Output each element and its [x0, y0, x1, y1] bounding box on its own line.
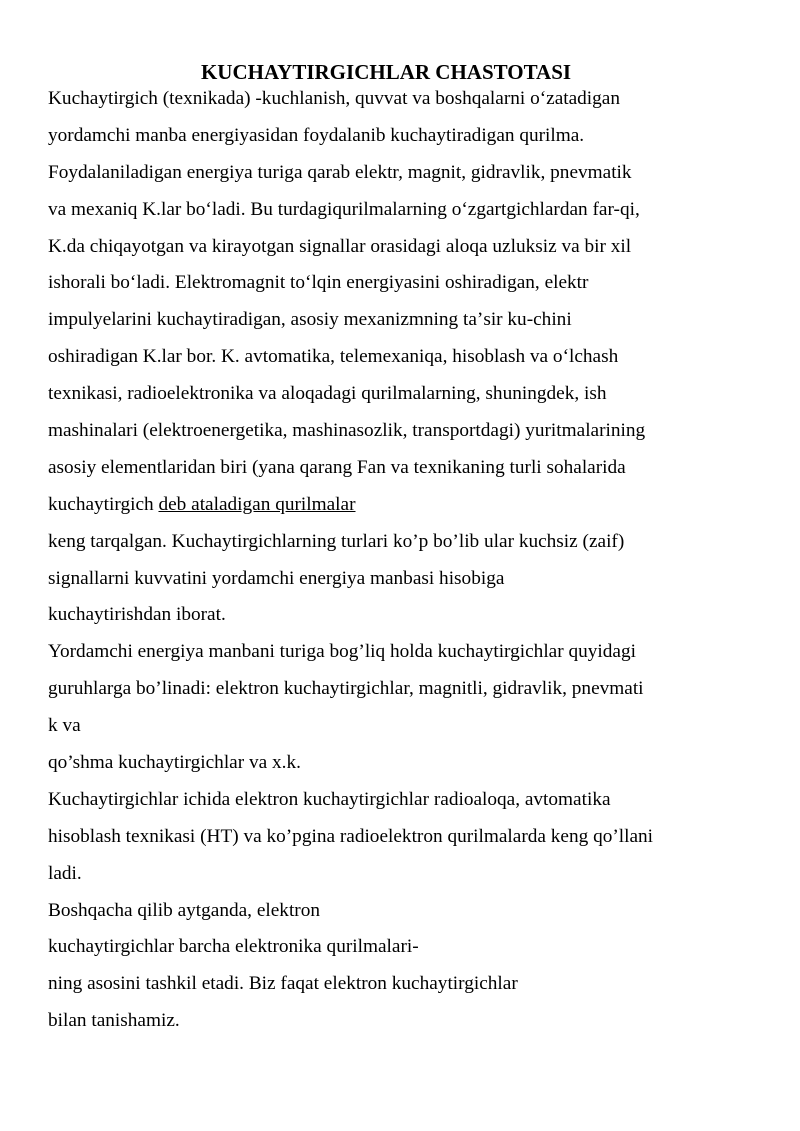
- text-line: bilan tanishamiz.: [48, 1010, 180, 1032]
- text-line: ishorali boʻladi. Elektromagnit toʻlqin energiyasini oshiradigan, elektr: [48, 272, 589, 294]
- text-line: oshiradigan K.lar bor. K. avtomatika, telemexaniqa, hisoblash va oʻlchash: [48, 346, 619, 368]
- text-line: k va: [48, 715, 81, 737]
- text-line: signallarni kuvvatini yordamchi energiya manbasi hisobiga: [48, 567, 505, 589]
- document-title: KUCHAYTIRGICHLAR CHASTOTASI: [200, 60, 572, 84]
- document-body: [48, 81, 788, 1040]
- text-line: asosiy elementlaridan biri (yana qarang Fan va texnikaning turli sohalarida: [48, 456, 626, 478]
- text-line: hisoblash texnikasi (HT) va ko’pgina radioelektron qurilmalarda keng qo’llani: [48, 825, 654, 847]
- text-line: Yordamchi energiya manbani turiga bog’liq holda kuchaytirgichlar quyidagi: [48, 641, 636, 663]
- text-line: yordamchi manba energiyasidan foydalanib kuchaytiradigan qurilma.: [48, 124, 585, 146]
- text-line: texnikasi, radioelektronika va aloqadagi qurilmalarning, shuningdek, ish: [48, 383, 607, 405]
- text-line: va mexaniq K.lar boʻladi. Bu turdagiqurilmalarning oʻzgartgichlardan far-qi,: [48, 198, 640, 220]
- text-line-with-link: [48, 487, 788, 524]
- text-line: guruhlarga bo’linadi: elektron kuchaytirgichlar, magnitli, gidravlik, pnevmati: [48, 678, 644, 700]
- text-line: qo’shma kuchaytirgichlar va x.k.: [48, 752, 301, 774]
- text-line: ladi.: [48, 862, 82, 884]
- text-line: Kuchaytirgich (texnikada) -kuchlanish, quvvat va boshqalarni oʻzatadigan: [48, 88, 620, 109]
- link-prefix-text: kuchaytirgich: [48, 493, 159, 515]
- text-line: Foydalaniladigan energiya turiga qarab elektr, magnit, gidravlik, pnevmatik: [48, 161, 632, 183]
- text-line: mashinalari (elektroenergetika, mashinasozlik, transportdagi) yuritmalarining: [48, 420, 646, 442]
- underlined-link[interactable]: deb ataladigan qurilmalar: [158, 493, 356, 515]
- text-line: K.da chiqayotgan va kirayotgan signallar orasidagi aloqa uzluksiz va bir xil: [48, 235, 632, 257]
- text-line: Kuchaytirgichlar ichida elektron kuchaytirgichlar radioaloqa, avtomatika: [48, 788, 611, 810]
- text-line: impulyelarini kuchaytiradigan, asosiy mexanizmning taʼsir ku-chini: [48, 309, 572, 331]
- text-line: Boshqacha qilib aytganda, elektron: [48, 899, 320, 921]
- text-line: kuchaytirishdan iborat.: [48, 604, 226, 626]
- text-line: ning asosini tashkil etadi. Biz faqat elektron kuchaytirgichlar: [48, 973, 518, 995]
- text-line: kuchaytirgichlar barcha elektronika qurilmalari-: [48, 936, 419, 958]
- text-line: keng tarqalgan. Kuchaytirgichlarning turlari ko’p bo’lib ular kuchsiz (zaif): [48, 530, 625, 552]
